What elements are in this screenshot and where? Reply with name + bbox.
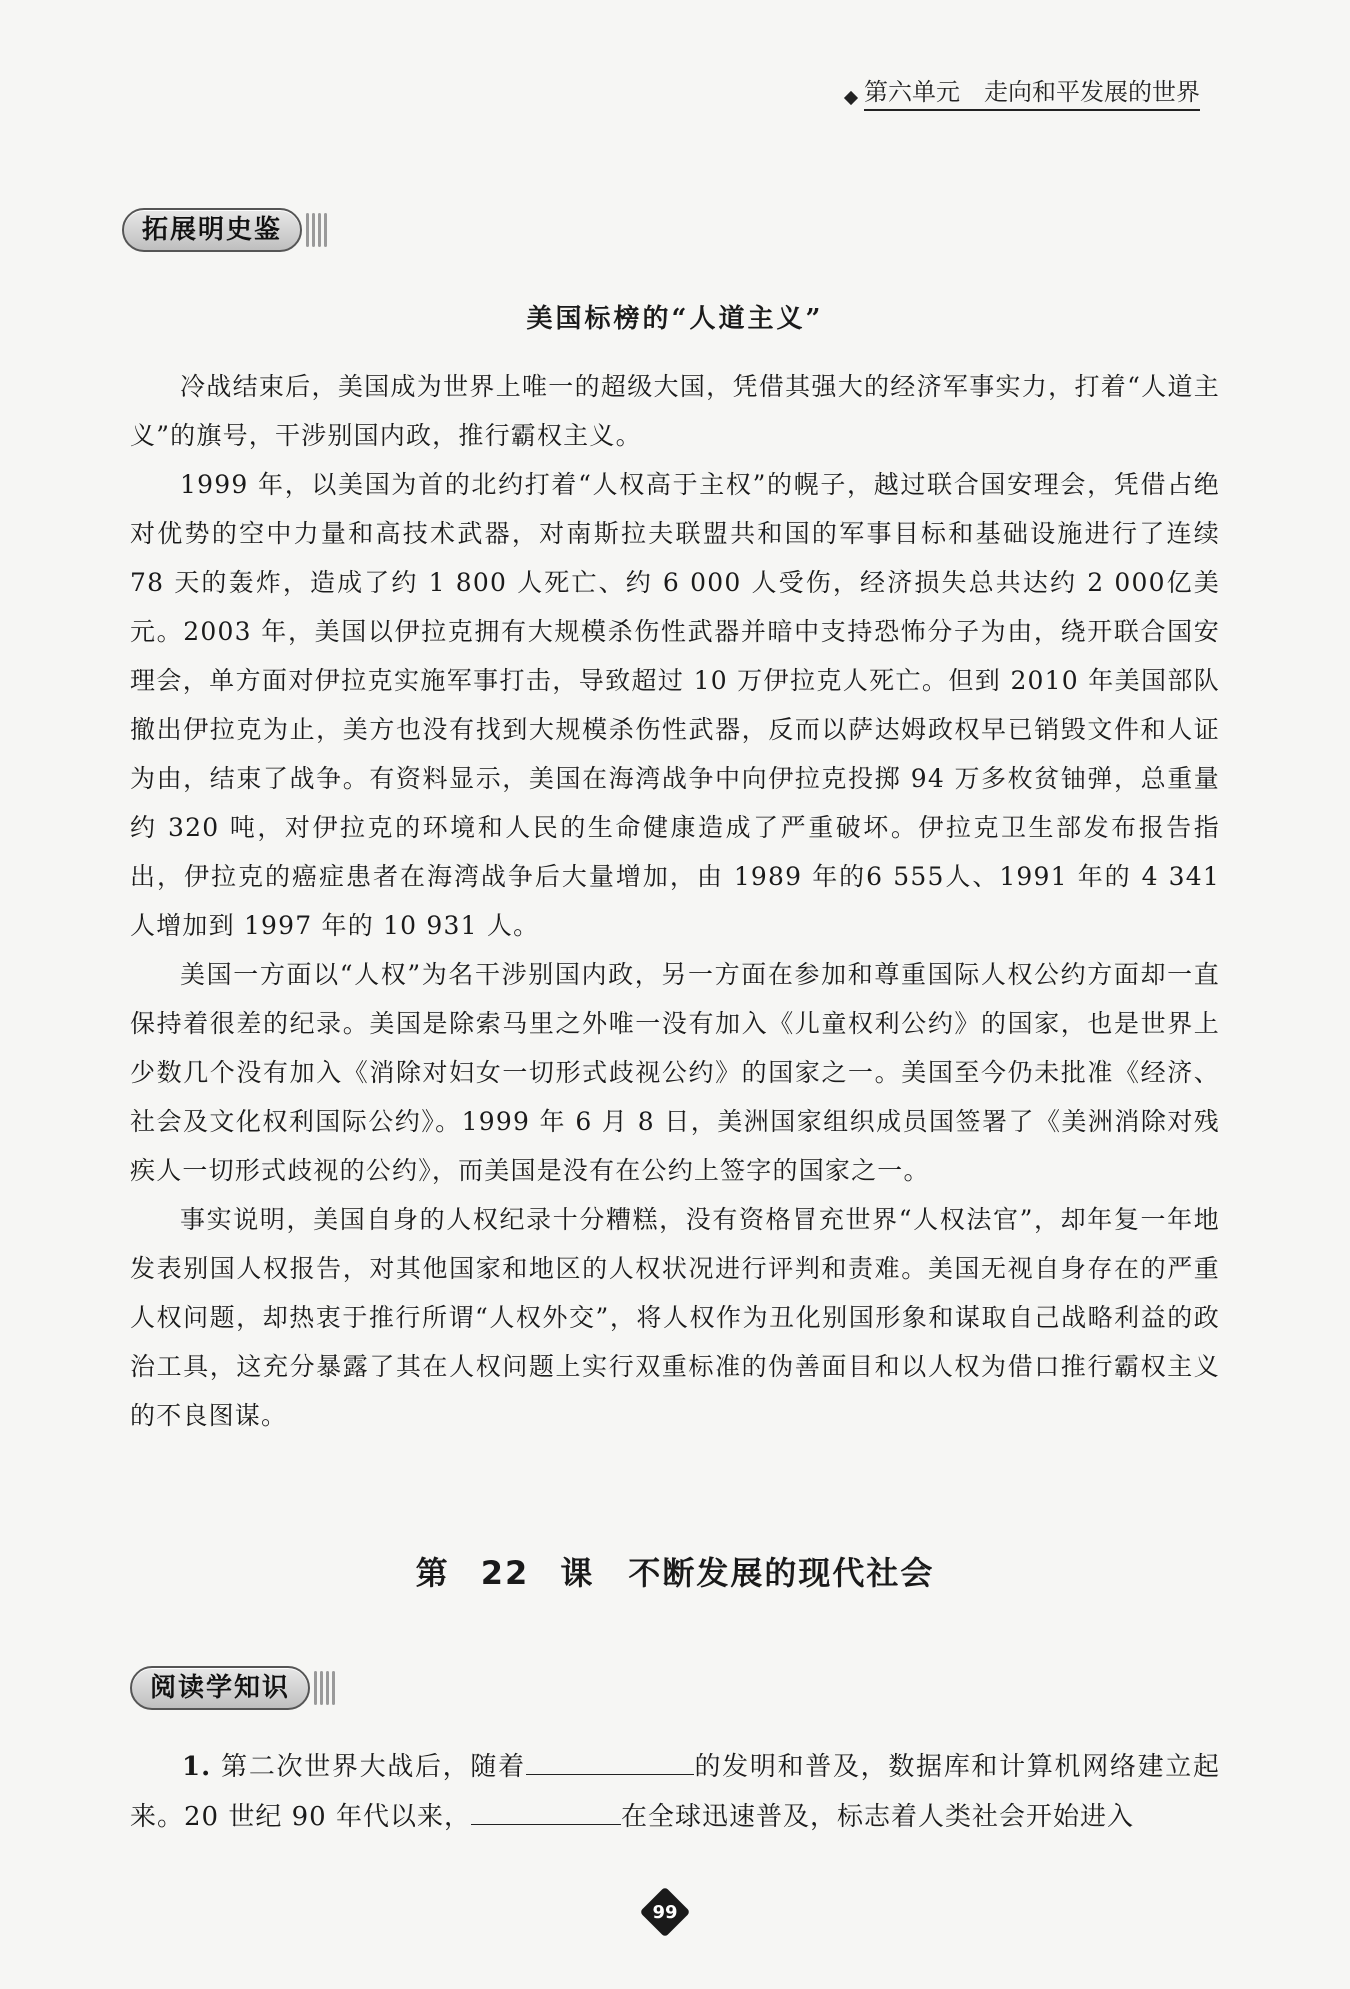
article-paragraph: 美国一方面以“人权”为名干涉别国内政，另一方面在参加和尊重国际人权公约方面却一直保持着很差的纪录。美国是除索马里之外唯一没有加入《儿童权利公约》的国家，也是世界上少数几个没有加入《消除对妇女一切形式歧视公约》的国家之一。美国至今仍未批准《经济、社会及文化权利国际公约》。1999 年 6 月 8 日，美洲国家组织成员国签署了《美洲消除对残疾人一切形式歧视的公约》，而美国是没有在公约上签字的国家之一。	[130, 960, 1220, 1185]
section-tab-extension	[122, 208, 327, 252]
question-text	[130, 1742, 1220, 1842]
section-tab-reading	[130, 1666, 335, 1710]
running-header	[846, 72, 1200, 111]
question-1	[130, 1742, 1220, 1842]
article-body	[130, 362, 1220, 1440]
question-text-part: 的发明和普及，数据库和计算机网络建立起来。20 世纪 90 年代以来，	[130, 1752, 1220, 1832]
lesson-title: 第 22 课 不断发展的现代社会	[415, 1554, 935, 1592]
article-paragraph: 1999 年，以美国为首的北约打着“人权高于主权”的幌子，越过联合国安理会，凭借占绝对优势的空中力量和高技术武器，对南斯拉夫联盟共和国的军事目标和基础设施进行了连续 78 天的轰炸，造成了约 1 800 人死亡、约 6 000 人受伤，经济损失总共达约 2 000亿美元。2003 年，美国以伊拉克拥有大规模杀伤性武器并暗中支持恐怖分子为由，绕开联合国安理会，单方面对伊拉克实施军事打击，导致超过 10 万伊拉克人死亡。但到 2010 年美国部队撤出伊拉克为止，美方也没有找到大规模杀伤性武器，反而以萨达姆政权早已销毁文件和人证为由，结束了战争。有资料显示，美国在海湾战争中向伊拉克投掷 94 万多枚贫铀弹，总重量约 320 吨，对伊拉克的环境和人民的生命健康造成了严重破坏。伊拉克卫生部发布报告指出，伊拉克的癌症患者在海湾战争后大量增加，由 1989 年的6 555人、1991 年的 4 341 人增加到 1997 年的 10 931 人。	[130, 470, 1220, 940]
answer-blank[interactable]	[471, 1796, 621, 1825]
tab-ridges-icon	[306, 213, 327, 247]
running-title: 第六单元 走向和平发展的世界	[864, 72, 1200, 111]
article-paragraph: 冷战结束后，美国成为世界上唯一的超级大国，凭借其强大的经济军事实力，打着“人道主义”的旗号，干涉别国内政，推行霸权主义。	[130, 372, 1220, 450]
section-tab-label: 阅读学知识	[130, 1666, 310, 1710]
question-text-part: 在全球迅速普及，标志着人类社会开始进入	[620, 1802, 1134, 1832]
diamond-bullet-icon	[844, 90, 858, 104]
page-number-badge	[640, 1887, 690, 1937]
article-paragraph: 事实说明，美国自身的人权纪录十分糟糕，没有资格冒充世界“人权法官”，却年复一年地发表别国人权报告，对其他国家和地区的人权状况进行评判和责难。美国无视自身存在的严重人权问题，却热衷于推行所谓“人权外交”，将人权作为丑化别国形象和谋取自己战略利益的政治工具，这充分暴露了其在人权问题上实行双重标准的伪善面目和以人权为借口推行霸权主义的不良图谋。	[130, 1205, 1220, 1430]
tab-ridges-icon	[314, 1671, 335, 1705]
question-number: 1.	[182, 1752, 212, 1782]
article-title: 美国标榜的“人道主义”	[526, 304, 824, 334]
section-tab-label: 拓展明史鉴	[122, 208, 302, 252]
question-text-part: 第二次世界大战后，随着	[221, 1752, 526, 1782]
answer-blank[interactable]	[526, 1746, 694, 1775]
page-number: 99	[652, 1901, 678, 1923]
